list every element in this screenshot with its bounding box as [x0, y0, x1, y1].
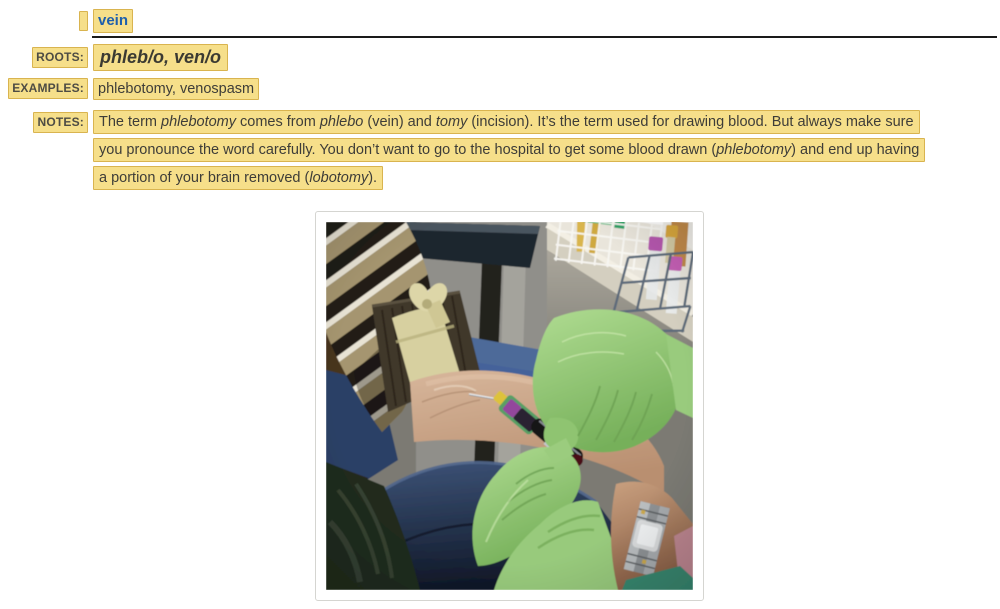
roots-label: ROOTS:	[32, 47, 88, 68]
note-line: a portion of your brain removed (lobotomy).	[93, 166, 925, 190]
photo-frame	[315, 211, 704, 601]
term-row	[0, 9, 1000, 33]
notes-row	[0, 110, 1000, 194]
vocab-entry	[0, 9, 1000, 194]
examples-label: EXAMPLES:	[8, 78, 88, 99]
note-line: The term phlebotomy comes from phlebo (vein) and tomy (incision). It’s the term used for drawing blood. But always make sure	[93, 110, 925, 134]
highlight-marker	[79, 11, 88, 31]
note-line: you pronounce the word carefully. You don’t want to go to the hospital to get some blood drawn (phlebotomy) and end up having	[93, 138, 925, 162]
notes-label: NOTES:	[33, 112, 88, 133]
term-link[interactable]: vein	[98, 12, 129, 29]
notes-lines	[93, 110, 925, 194]
phlebotomy-photo	[326, 222, 693, 590]
divider	[92, 36, 997, 38]
roots-value: phleb/o, ven/o	[93, 44, 228, 71]
examples-value: phlebotomy, venospasm	[93, 78, 259, 100]
roots-row	[0, 44, 1000, 71]
examples-row	[0, 78, 1000, 100]
